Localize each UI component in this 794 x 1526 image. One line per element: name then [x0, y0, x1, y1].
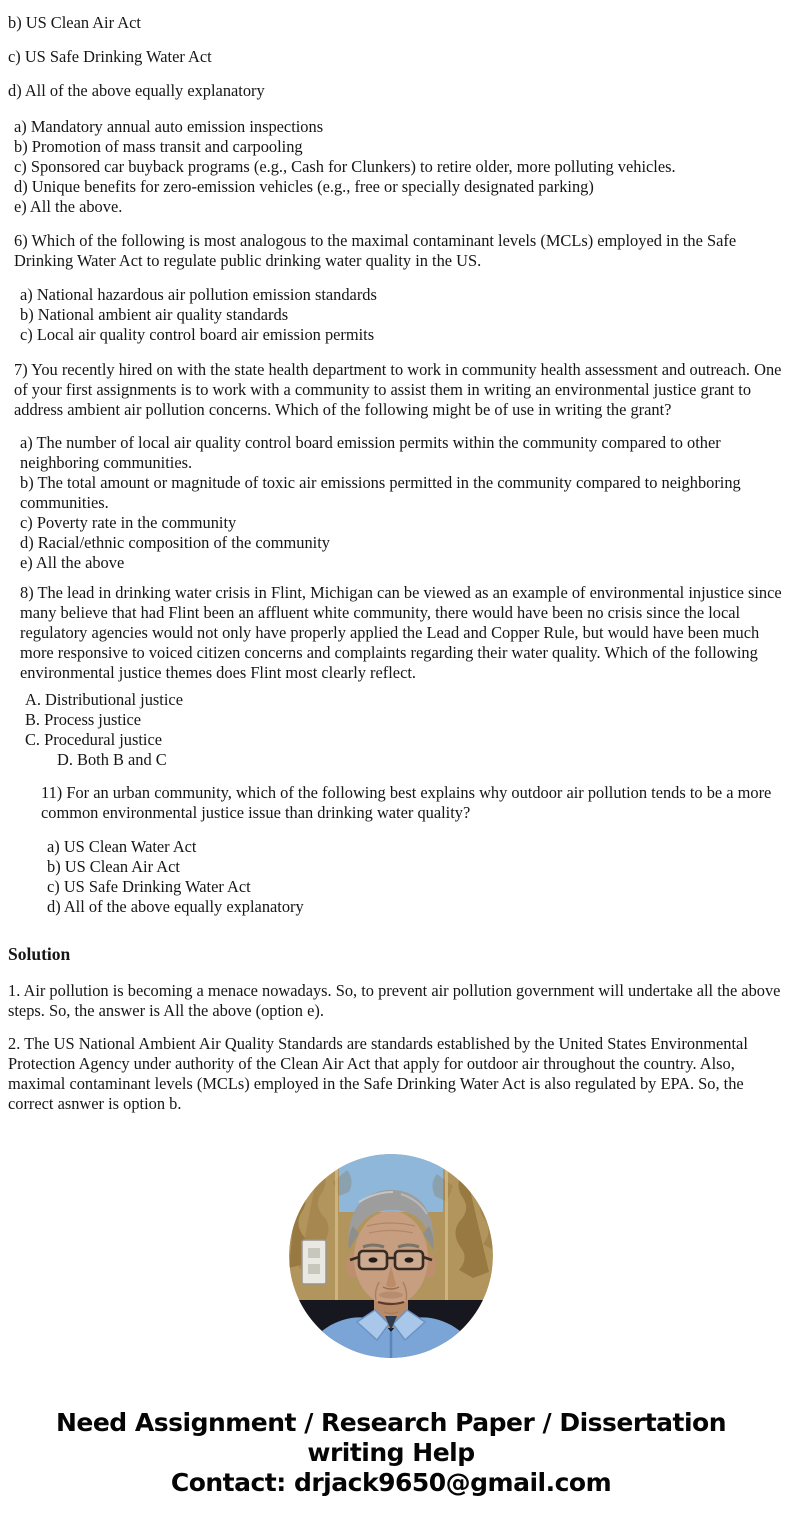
question8-text: 8) The lead in drinking water crisis in Flint, Michigan can be viewed as an example of environmental injustice since many believe that had Flint been an affluent white community, there would have been no crisis since the local regulatory agencies would not only have properly applied the Lead and Copper Rule, but would have been much more responsive to voiced citizen concerns and complaints regarding their water quality. Which of the following environmental justice themes does Flint most clearly reflect.: [20, 583, 782, 682]
answer-option: d) All of the above equally explanatory: [8, 81, 265, 100]
question7-text: 7) You recently hired on with the state health department to work in community health assessment and outreach. One of your first assignments is to work with a community to assist them in writing an environmental justice grant to address ambient air pollution concerns. Which of the following might be of use in writing the grant?: [14, 360, 782, 419]
answer-option: c) US Safe Drinking Water Act: [8, 47, 212, 66]
question11-text: 11) For an urban community, which of the following best explains why outdoor air pollution tends to be a more common environmental justice issue than drinking water quality?: [41, 783, 772, 822]
question6-options: [0, 285, 782, 345]
answer-option: c) US Safe Drinking Water Act: [47, 877, 251, 896]
answer-option: d) Racial/ethnic composition of the community: [20, 533, 330, 552]
answer-option: b) Promotion of mass transit and carpooling: [14, 137, 303, 156]
solution-heading: Solution: [8, 944, 71, 964]
person-portrait-graphic: [289, 1154, 493, 1358]
question7-options: [0, 433, 782, 573]
answer-option: B. Process justice: [25, 710, 142, 729]
footer-line: writing Help: [307, 1438, 475, 1467]
answer-option: b) National ambient air quality standards: [20, 305, 289, 324]
answer-option: a) National hazardous air pollution emission standards: [20, 285, 377, 304]
question6-text: 6) Which of the following is most analogous to the maximal contaminant levels (MCLs) employed in the Safe Drinking Water Act to regulate public drinking water quality in the US.: [14, 231, 737, 270]
answer-option: d) All of the above equally explanatory: [47, 897, 304, 916]
answer-option: b) US Clean Air Act: [8, 13, 141, 32]
answer-option: c) Local air quality control board air emission permits: [20, 325, 375, 344]
footer-line: Need Assignment / Research Paper / Dissertation: [55, 1408, 727, 1437]
answer-option: c) Sponsored car buyback programs (e.g., Cash for Clunkers) to retire older, more polluting vehicles.: [14, 157, 676, 176]
answer-option: b) US Clean Air Act: [47, 857, 180, 876]
answer-option: a) The number of local air quality control board emission permits within the community compared to other neighboring communities.: [20, 433, 721, 472]
footer-banner: [0, 1408, 782, 1498]
answer-option: a) Mandatory annual auto emission inspections: [14, 117, 324, 136]
answer-option: A. Distributional justice: [25, 690, 183, 709]
switch-plate: [302, 1240, 326, 1284]
tutor-avatar: [289, 1154, 493, 1358]
avatar-container: [0, 1154, 782, 1358]
answer-option: C. Procedural justice: [25, 730, 163, 749]
question11-options: [0, 837, 782, 917]
answer-option: D. Both B and C: [57, 750, 167, 769]
footer-contact-email: Contact: drjack9650@gmail.com: [170, 1468, 612, 1497]
solution-paragraph: 1. Air pollution is becoming a menace nowadays. So, to prevent air pollution government will undertake all the above steps. So, the answer is All the above (option e).: [8, 981, 781, 1020]
answer-option: e) All the above: [20, 553, 125, 572]
question8-options: [0, 690, 782, 770]
answer-option: b) The total amount or magnitude of toxic air emissions permitted in the community compared to neighboring communities.: [20, 473, 741, 512]
solution-paragraph: 2. The US National Ambient Air Quality Standards are standards established by the United States Environmental Protection Agency under authority of the Clean Air Act that apply for outdoor air throughout the country. Also, maximal contaminant levels (MCLs) employed in the Safe Drinking Water Act is also regulated by EPA. So, the correct asnwer is option b.: [8, 1034, 748, 1113]
answer-option: e) All the above.: [14, 197, 123, 216]
question5-options: [0, 117, 782, 217]
answer-option: d) Unique benefits for zero-emission vehicles (e.g., free or specially designated parking): [14, 177, 594, 196]
answer-option: c) Poverty rate in the community: [20, 513, 237, 532]
answer-option: a) US Clean Water Act: [47, 837, 197, 856]
